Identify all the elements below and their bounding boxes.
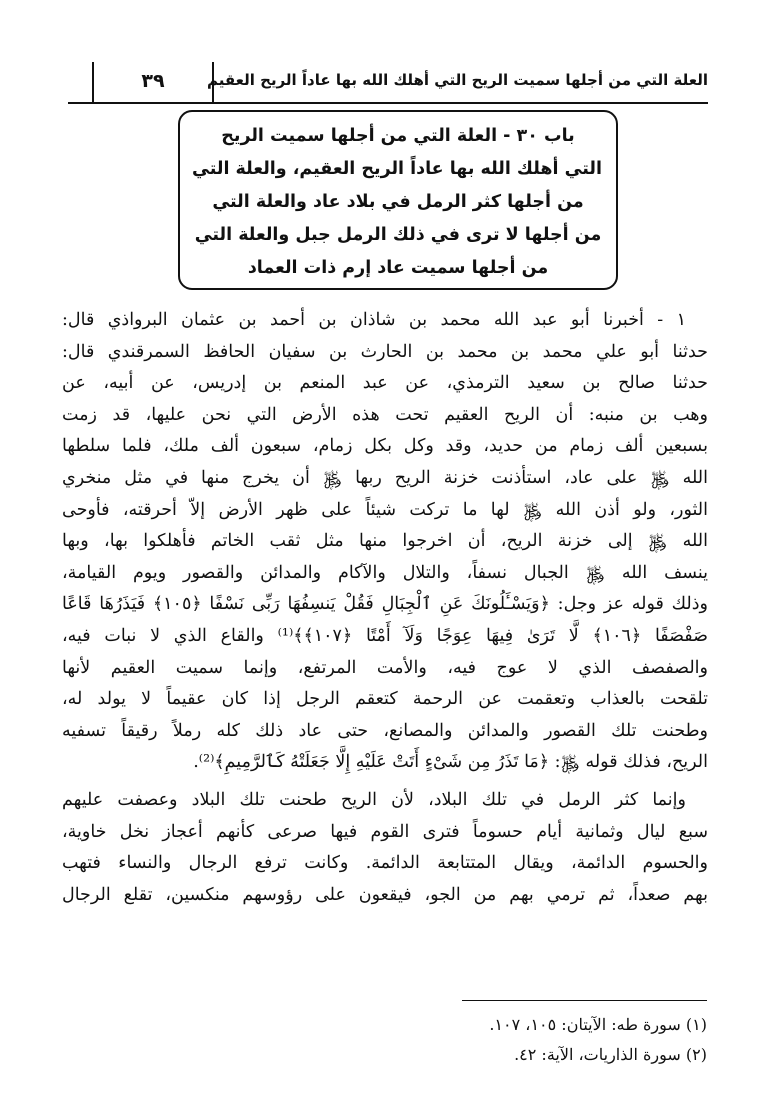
chapter-heading-line: من أجلها كثر الرمل في بلاد عاد والعلة التي <box>212 192 584 212</box>
running-header <box>68 62 708 104</box>
footnote: (١) سورة طه: الآيتان: ١٠٥، ١٠٧. <box>489 1015 707 1034</box>
text-line: الله ﷿ على عاد، استأذنت خزنة الريح ربها ﷿ أن يخرج منها في مثل منخري <box>62 467 708 488</box>
paragraph-explanation <box>62 785 708 911</box>
chapter-heading-box <box>178 110 618 290</box>
footnotes <box>61 1010 707 1070</box>
text-line: وذلك قوله عز وجل: ﴿وَيَسْـَٔلُونَكَ عَنِ ٱلْجِبَالِ فَقُلْ يَنسِفُهَا رَبِّى نَسْفًا ﴿١٠٥﴾ فَيَذَرُهَا قَاعًا <box>62 594 708 615</box>
text-line: والحسوم الدائمة، ويقال المتتابعة الدائمة. وكانت ترفع الرجال والنساء فتهب <box>62 853 708 874</box>
text-line: حدثنا أبو علي محمد بن محمد بن الحارث بن سفيان الحافظ السمرقندي قال: <box>62 341 708 362</box>
text-line: الريح، فذلك قوله ﷿: ﴿مَا تَذَرُ مِن شَىْءٍ أَتَتْ عَلَيْهِ إِلَّا جَعَلَتْهُ كَٱلرَّمِيمِ﴾⁽²⁾. <box>193 752 708 773</box>
footnote-divider <box>462 1000 707 1001</box>
chapter-heading-line: من أجلها لا ترى في ذلك الرمل جبل والعلة التي <box>194 225 602 245</box>
page-number: ٣٩ <box>92 62 214 102</box>
text-line: وإنما كثر الرمل في تلك البلاد، لأن الريح طحنت تلك البلاد وعصفت عليهم <box>62 789 686 810</box>
text-line: والصفصف الذي لا عوج فيه، والأمت المرتفع، وإنما سميت العقيم لأنها <box>62 657 708 678</box>
text-line: حدثنا صالح بن سعيد الترمذي، عن عبد المنعم بن إدريس، عن أبيه، عن <box>62 373 708 394</box>
text-line: بسبعين ألف زمام من حديد، وقد وكل بكل زمام، سبعون ألف ملك، فلما سلطها <box>62 436 708 457</box>
text-line: الثور، ولو أذن الله ﷿ لها ما تركت شيئاً على ظهر الأرض إلاّ أحرقته، فأوحى <box>62 499 708 520</box>
footnote: (٢) سورة الذاريات، الآية: ٤٢. <box>514 1045 707 1064</box>
running-title: العلة التي من أجلها سميت الريح التي أهلك الله بها عاداً الريح العقيم <box>206 71 708 89</box>
chapter-heading-line: باب ٣٠ - العلة التي من أجلها سميت الريح <box>221 126 575 146</box>
body-text <box>62 305 708 911</box>
paragraph-narration <box>62 305 708 779</box>
text-line: سبع ليال وثمانية أيام حسوماً فترى القوم فيها صرعى كأنهم أعجاز نخل خاوية، <box>62 821 708 842</box>
chapter-heading-line: من أجلها سميت عاد إرم ذات العماد <box>247 258 549 278</box>
text-line: ١ - أخبرنا أبو عبد الله محمد بن شاذان بن أحمد بن عثمان البرواذي قال: <box>62 310 686 330</box>
text-line: صَفْصَفًا ﴿١٠٦﴾ لَّا تَرَىٰ فِيهَا عِوَجًا وَلَآ أَمْتًا ﴿١٠٧﴾﴾⁽¹⁾ والقاع الذي لا نبات فيه، <box>62 625 709 646</box>
text-line: ينسف الله ﷿ الجبال نسفاً، والتلال والآكام والمدائن والقصور ويوم القيامة، <box>62 562 708 583</box>
text-line: تلقحت بالعذاب وتعقمت عن الرحمة كتعقم الرجل إذا كان عقيماً لا يولد له، <box>62 689 708 710</box>
text-line: وطحنت تلك القصور والمدائن والمصانع، حتى عاد ذلك كله رملاً رقيقاً تسفيه <box>62 720 708 741</box>
chapter-heading-line: التي أهلك الله بها عاداً الريح العقيم، والعلة التي <box>192 159 602 179</box>
text-line: وهب بن منبه: أن الريح العقيم تحت هذه الأرض التي نحن عليها، قد زمت <box>62 404 708 425</box>
text-line: الله ﷿ إلى خزنة الريح، أن اخرجوا منها مثل ثقب الخاتم فأهلكوا بها، وبها <box>62 531 708 552</box>
text-line: بهم صعداً، ثم ترمي بهم من الجو، فيقعون على رؤوسهم منكسين، تقلع الرجال <box>62 884 708 905</box>
